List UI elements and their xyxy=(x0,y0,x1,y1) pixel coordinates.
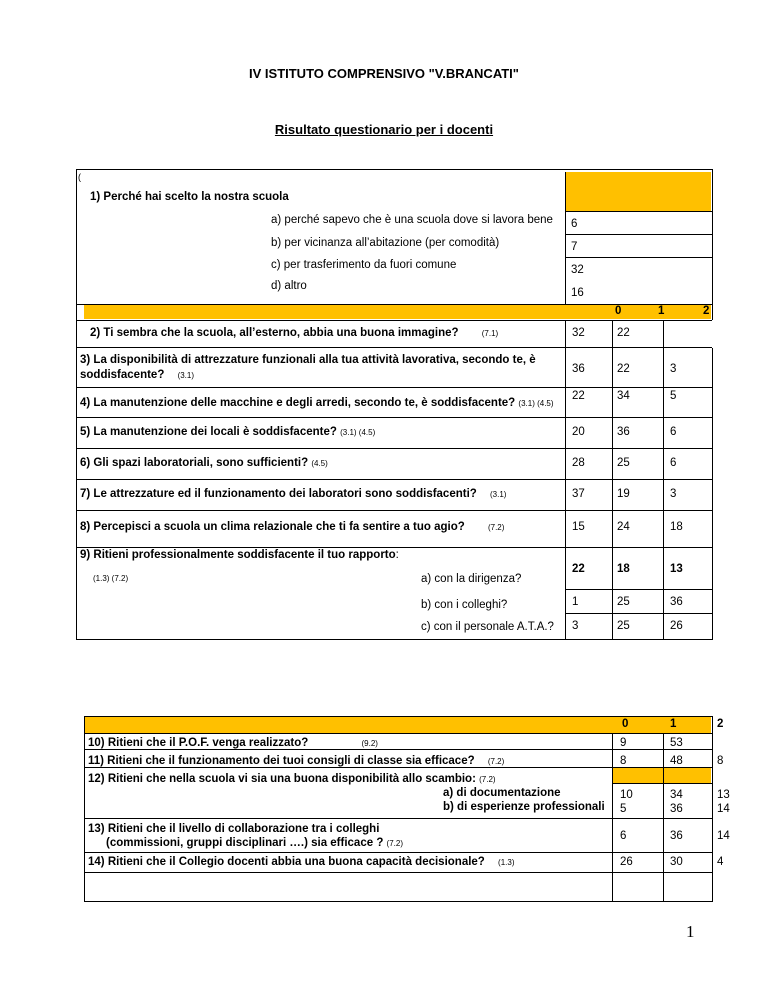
scale-header-1: 1 xyxy=(658,305,665,317)
q3-value-1: 22 xyxy=(617,363,630,375)
q1-value-c: 32 xyxy=(571,264,584,276)
q13-value-2: 14 xyxy=(717,830,730,842)
q4-value-0: 22 xyxy=(572,390,585,402)
q12-question: 12) Ritieni che nella scuola vi sia una buona disponibilità allo scambio: (7.2) xyxy=(88,773,496,785)
scale-header-2: 2 xyxy=(703,305,710,317)
q10-value-1: 53 xyxy=(670,737,683,749)
q9-value-b-0: 1 xyxy=(572,596,579,608)
q12-option-b: b) di esperienze professionali xyxy=(443,801,605,813)
q9-value-a-1: 18 xyxy=(617,563,630,575)
q10-value-0: 9 xyxy=(620,737,627,749)
q12-value-b-0: 5 xyxy=(620,803,627,815)
q14-value-1: 30 xyxy=(670,856,683,868)
q11-value-0: 8 xyxy=(620,755,627,767)
q11-question: 11) Ritieni che il funzionamento dei tuoi consigli di classe sia efficace? (7.2) xyxy=(88,755,505,767)
q8-value-2: 18 xyxy=(670,521,683,533)
q9-value-c-0: 3 xyxy=(572,620,579,632)
block2-header-0: 0 xyxy=(622,718,629,730)
q12-value-a-0: 10 xyxy=(620,789,633,801)
q3-question: 3) La disponibilità di attrezzature funzionali alla tua attività lavorativa, secondo te, è xyxy=(80,354,536,366)
q11-value-2: 8 xyxy=(717,755,724,767)
q9-value-b-1: 25 xyxy=(617,596,630,608)
q8-value-0: 15 xyxy=(572,521,585,533)
q9-value-c-1: 25 xyxy=(617,620,630,632)
q6-question: 6) Gli spazi laboratoriali, sono sufficienti? (4.5) xyxy=(80,457,328,469)
q2-question: 2) Ti sembra che la scuola, all’esterno, abbia una buona immagine? (7.1) xyxy=(90,327,499,339)
block2-header-fill xyxy=(84,717,711,733)
q9-label-b: b) con i colleghi? xyxy=(421,599,508,611)
q1-option-d: d) altro xyxy=(271,280,307,292)
q5-question: 5) La manutenzione dei locali è soddisfacente? (3.1) (4.5) xyxy=(80,426,376,438)
q5-value-0: 20 xyxy=(572,426,585,438)
q4-question: 4) La manutenzione delle macchine e degli arredi, secondo te, è soddisfacente? (3.1) (4.5) xyxy=(80,397,554,409)
q3-value-2: 3 xyxy=(670,363,677,375)
q4-value-1: 34 xyxy=(617,390,630,402)
q1-value-b: 7 xyxy=(571,241,578,253)
q1-option-b: b) per vicinanza all’abitazione (per comodità) xyxy=(271,237,500,249)
q8-value-1: 24 xyxy=(617,521,630,533)
q7-value-1: 19 xyxy=(617,488,630,500)
q13-question-cont: (commissioni, gruppi disciplinari ….) sia efficace ? (7.2) xyxy=(106,837,403,849)
q9-value-a-2: 13 xyxy=(670,563,683,575)
q14-question: 14) Ritieni che il Collegio docenti abbia una buona capacità decisionale? (1.3) xyxy=(88,856,515,868)
q4-value-2: 5 xyxy=(670,390,677,402)
q12-option-a: a) di documentazione xyxy=(443,787,561,799)
q7-value-2: 3 xyxy=(670,488,677,500)
q6-value-0: 28 xyxy=(572,457,585,469)
q9-ref: (1.3) (7.2) xyxy=(93,574,129,583)
stray-mark: ( xyxy=(78,172,81,182)
q14-value-0: 26 xyxy=(620,856,633,868)
q12-value-a-2: 13 xyxy=(717,789,730,801)
q13-value-0: 6 xyxy=(620,830,627,842)
q9-value-b-2: 36 xyxy=(670,596,683,608)
q7-value-0: 37 xyxy=(572,488,585,500)
page-number: 1 xyxy=(686,922,695,941)
q13-question: 13) Ritieni che il livello di collaborazione tra i colleghi xyxy=(88,823,380,835)
q14-value-2: 4 xyxy=(717,856,724,868)
q1-value-a: 6 xyxy=(571,218,578,230)
q11-value-1: 48 xyxy=(670,755,683,767)
q9-label-a: a) con la dirigenza? xyxy=(421,573,522,585)
q3-value-0: 36 xyxy=(572,363,585,375)
q6-value-2: 6 xyxy=(670,457,677,469)
q10-question: 10) Ritieni che il P.O.F. venga realizzato? (9.2) xyxy=(88,737,378,749)
q3-question-cont: soddisfacente? (3.1) xyxy=(80,369,195,381)
scale-header-0: 0 xyxy=(615,305,622,317)
q9-question: 9) Ritieni professionalmente soddisfacente il tuo rapporto: xyxy=(80,549,399,561)
q12-value-a-1: 34 xyxy=(670,789,683,801)
q2-value-0: 32 xyxy=(572,327,585,339)
q5-value-1: 36 xyxy=(617,426,630,438)
q12-value-b-1: 36 xyxy=(670,803,683,815)
q1-option-c: c) per trasferimento da fuori comune xyxy=(271,259,457,271)
q9-label-c: c) con il personale A.T.A.? xyxy=(421,621,554,633)
q9-value-a-0: 22 xyxy=(572,563,585,575)
q6-value-1: 25 xyxy=(617,457,630,469)
page-subtitle: Risultato questionario per i docenti xyxy=(274,122,494,137)
q5-value-2: 6 xyxy=(670,426,677,438)
q1-option-a: a) perché sapevo che è una scuola dove si lavora bene xyxy=(271,214,553,226)
block2-header-1: 1 xyxy=(670,718,677,730)
block2-header-2: 2 xyxy=(717,718,724,730)
q12-header-fill xyxy=(612,767,711,783)
q1-value-d: 16 xyxy=(571,287,584,299)
q12-value-b-2: 14 xyxy=(717,803,730,815)
q8-question: 8) Percepisci a scuola un clima relazionale che ti fa sentire a tuo agio? (7.2) xyxy=(80,521,505,533)
q2-value-1: 22 xyxy=(617,327,630,339)
q7-question: 7) Le attrezzature ed il funzionamento dei laboratori sono soddisfacenti? (3.1) xyxy=(80,488,507,500)
school-title: IV ISTITUTO COMPRENSIVO "V.BRANCATI" xyxy=(249,66,519,81)
q1-question: 1) Perché hai scelto la nostra scuola xyxy=(90,191,289,203)
q13-value-1: 36 xyxy=(670,830,683,842)
q9-value-c-2: 26 xyxy=(670,620,683,632)
